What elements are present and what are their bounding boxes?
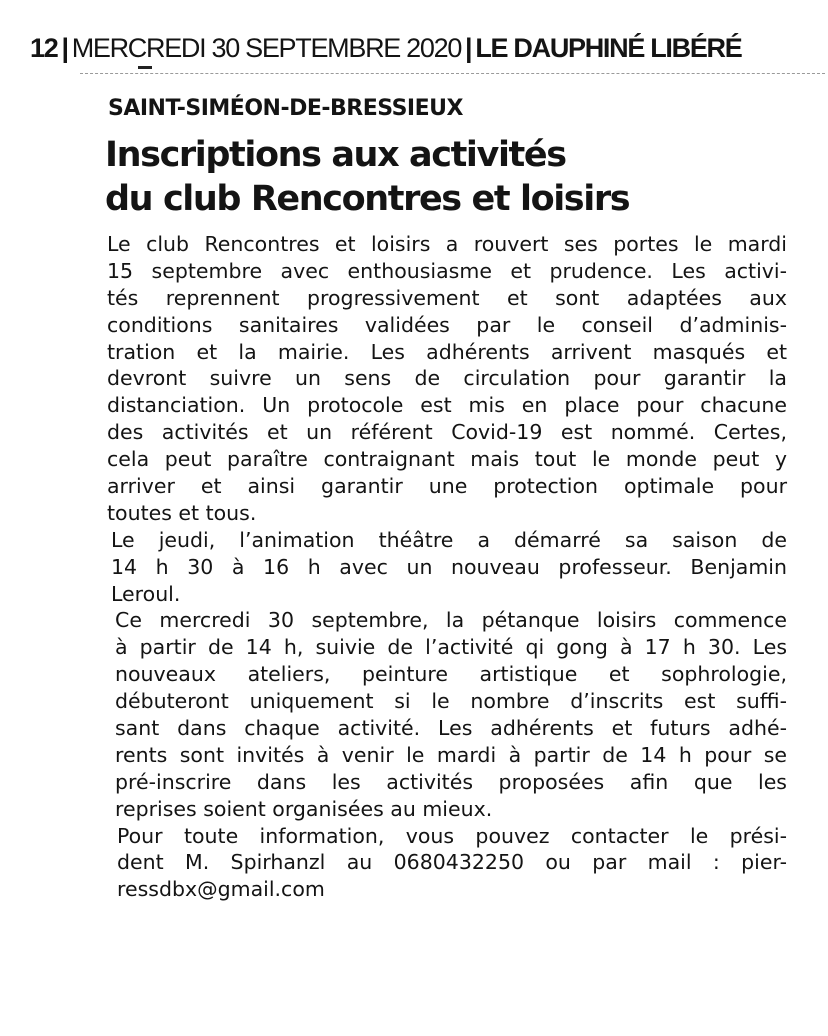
article-title-line: Inscriptions aux activités (105, 135, 566, 175)
article-line: 14 h 30 à 16 h avec un nouveau professeur. Benjamin (111, 554, 787, 579)
article-title-line: du club Rencontres et loisirs (105, 179, 630, 219)
article-line: pré-inscrire dans les activités proposées afin que les (115, 769, 787, 794)
article-line: toutes et tous. (107, 500, 257, 525)
article-line: conditions sanitaires validées par le conseil d’adminis- (107, 312, 787, 337)
article-line: Pour toute information, vous pouvez contacter le prési- (117, 823, 787, 848)
article-line: cela peut paraître contraignant mais tout le monde peut y (107, 447, 787, 472)
article-line: tés reprennent progressivement et sont adaptées aux (107, 285, 787, 310)
article-line: nouveaux ateliers, peinture artistique et sophrologie, (115, 662, 787, 687)
article-paragraph (107, 231, 787, 527)
page-header (30, 28, 820, 68)
article-line: sant dans chaque activité. Les adhérents et futurs adhé- (115, 716, 787, 741)
article-line: 15 septembre avec enthousiasme et prudence. Les activi- (107, 258, 787, 283)
article-line: dent M. Spirhanzl au 0680432250 ou par mail : pier- (117, 850, 787, 875)
article-paragraph (117, 823, 787, 904)
page-number: 12 (30, 33, 58, 63)
article-body (107, 231, 787, 903)
issue-date: MERCREDI 30 SEPTEMBRE 2020 (71, 33, 462, 63)
article-line: reprises soient organisées au mieux. (115, 796, 493, 821)
article-line: devront suivre un sens de circulation pour garantir la (107, 366, 787, 391)
article-paragraph (111, 527, 787, 608)
article-line: des activités et un référent Covid-19 est nommé. Certes, (107, 420, 787, 445)
article-line: distanciation. Un protocole est mis en place pour chacune (107, 393, 787, 418)
article-paragraph (115, 607, 787, 822)
header-rule-mark (138, 66, 152, 69)
article-line: Leroul. (111, 581, 181, 606)
article-kicker: SAINT-SIMÉON-DE-BRESSIEUX (108, 96, 463, 121)
article-line: rents sont invités à venir le mardi à partir de 14 h pour se (115, 742, 787, 767)
article-line: à partir de 14 h, suivie de l’activité qi gong à 17 h 30. Les (115, 635, 787, 660)
article-line: Ce mercredi 30 septembre, la pétanque loisirs commence (115, 608, 787, 633)
header-rule (80, 73, 825, 74)
newspaper-name: LE DAUPHINÉ LIBÉRÉ (475, 33, 742, 63)
article-line: débuteront uniquement si le nombre d’inscrits est suffi- (115, 689, 787, 714)
header-separator: | (61, 33, 68, 63)
header-separator-2: | (465, 33, 472, 63)
article-line: Le club Rencontres et loisirs a rouvert ses portes le mardi (107, 232, 787, 256)
article-line: Le jeudi, l’animation théâtre a démarré sa saison de (111, 527, 787, 552)
article-line: tration et la mairie. Les adhérents arrivent masqués et (107, 339, 787, 364)
article-title (105, 133, 805, 221)
article-line: ressdbx@gmail.com (117, 877, 325, 902)
article-line: arriver et ainsi garantir une protection optimale pour (107, 474, 787, 499)
